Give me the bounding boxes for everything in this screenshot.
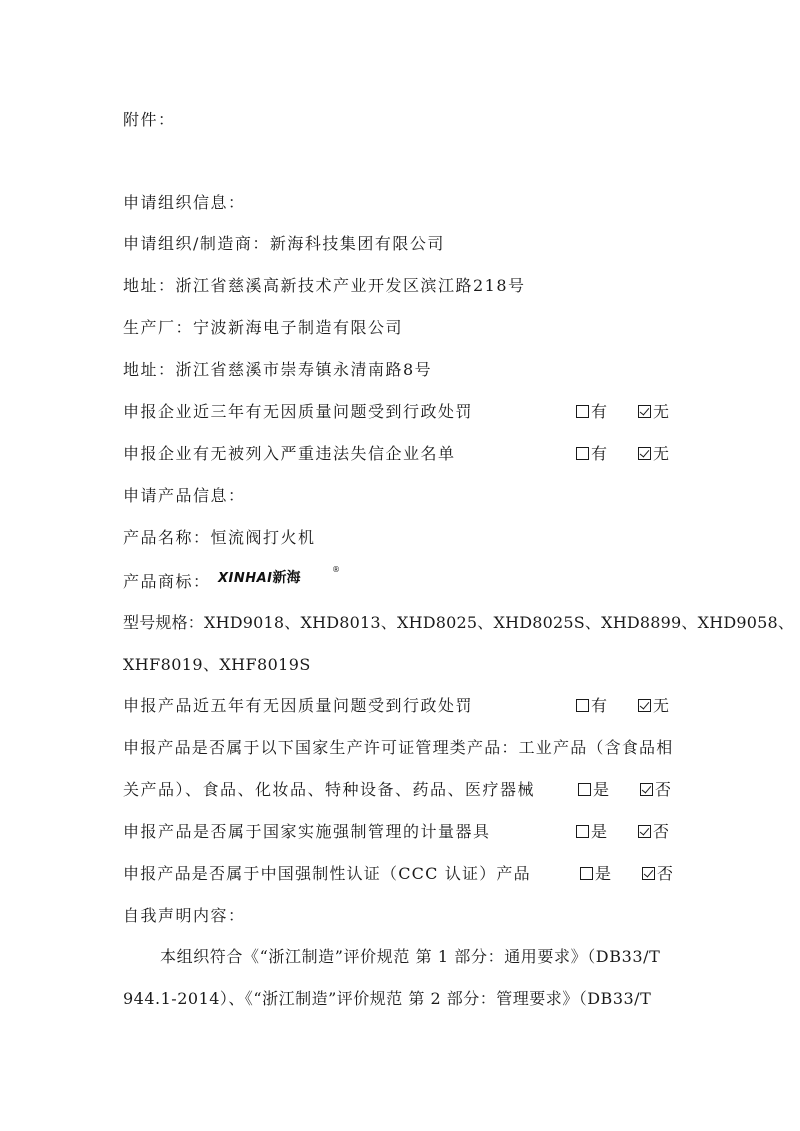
checkbox-checked[interactable]: [638, 405, 651, 418]
question-metrology: 申报产品是否属于国家实施强制管理的计量器具: [123, 822, 491, 841]
question-ccc: 申报产品是否属于中国强制性认证（CCC 认证）产品: [123, 864, 531, 883]
product-section-title: 申请产品信息：: [123, 486, 246, 505]
logo-chinese: 新海: [272, 570, 301, 586]
checkbox-unchecked[interactable]: [576, 699, 589, 712]
logo-latin: XINHAI: [218, 571, 273, 586]
option-product-penalty-yes[interactable]: [576, 696, 609, 716]
checkbox-checked[interactable]: [638, 699, 651, 712]
checkbox-unchecked[interactable]: [576, 447, 589, 460]
option-penalty-3yr-yes[interactable]: [576, 402, 609, 422]
question-license-line-2: 关产品）、食品、化妆品、特种设备、药品、医疗器械: [123, 780, 536, 799]
factory-address: 地址：浙江省慈溪市崇寿镇永清南路8号: [123, 360, 433, 379]
option-label: 无: [653, 696, 671, 715]
checkbox-checked[interactable]: [640, 783, 653, 796]
question-penalty-3yr: 申报企业近三年有无因质量问题受到行政处罚: [123, 402, 474, 421]
option-label: 否: [653, 822, 671, 841]
xinhai-logo: [218, 567, 340, 589]
option-label: 有: [591, 696, 609, 715]
option-label: 有: [591, 444, 609, 463]
option-blacklist-no[interactable]: [638, 444, 671, 464]
option-label: 无: [653, 402, 671, 421]
declaration-title: 自我声明内容：: [123, 906, 246, 925]
applicant-name: 申请组织/制造商：新海科技集团有限公司: [123, 234, 445, 253]
option-ccc-no[interactable]: [642, 864, 675, 884]
product-name: 产品名称：恒流阀打火机: [123, 528, 316, 547]
checkbox-unchecked[interactable]: [580, 867, 593, 880]
option-label: 是: [595, 864, 613, 883]
registered-mark: ®: [332, 565, 340, 574]
checkbox-checked[interactable]: [638, 825, 651, 838]
model-line-1: 型号规格：XHD9018、XHD8013、XHD8025、XHD8025S、XHD8899、XHD9058、: [123, 613, 795, 632]
option-label: 有: [591, 402, 609, 421]
checkbox-unchecked[interactable]: [578, 783, 591, 796]
applicant-section-title: 申请组织信息：: [123, 193, 246, 212]
option-label: 是: [591, 822, 609, 841]
trademark-label: 产品商标：: [123, 572, 211, 591]
option-ccc-yes[interactable]: [580, 864, 613, 884]
option-penalty-3yr-no[interactable]: [638, 402, 671, 422]
checkbox-checked[interactable]: [638, 447, 651, 460]
applicant-address: 地址：浙江省慈溪高新技术产业开发区滨江路218号: [123, 276, 526, 295]
model-line-2: XHF8019、XHF8019S: [123, 655, 311, 674]
option-label: 否: [655, 780, 673, 799]
option-product-penalty-no[interactable]: [638, 696, 671, 716]
option-metrology-no[interactable]: [638, 822, 671, 842]
checkbox-unchecked[interactable]: [576, 825, 589, 838]
option-license-no[interactable]: [640, 780, 673, 800]
attachment-label: 附件：: [123, 110, 176, 129]
option-license-yes[interactable]: [578, 780, 611, 800]
checkbox-unchecked[interactable]: [576, 405, 589, 418]
declaration-line-2: 944.1-2014）、《“浙江制造”评价规范 第 2 部分：管理要求》（DB33/T: [123, 989, 652, 1008]
question-license-line-1: 申报产品是否属于以下国家生产许可证管理类产品：工业产品（含食品相: [123, 738, 674, 757]
option-metrology-yes[interactable]: [576, 822, 609, 842]
factory-name: 生产厂：宁波新海电子制造有限公司: [123, 318, 404, 337]
option-label: 否: [657, 864, 675, 883]
option-blacklist-yes[interactable]: [576, 444, 609, 464]
declaration-line-1: 本组织符合《“浙江制造”评价规范 第 1 部分：通用要求》（DB33/T: [160, 947, 661, 966]
option-label: 无: [653, 444, 671, 463]
checkbox-checked[interactable]: [642, 867, 655, 880]
question-blacklist: 申报企业有无被列入严重违法失信企业名单: [123, 444, 456, 463]
question-product-penalty-5yr: 申报产品近五年有无因质量问题受到行政处罚: [123, 696, 474, 715]
option-label: 是: [593, 780, 611, 799]
